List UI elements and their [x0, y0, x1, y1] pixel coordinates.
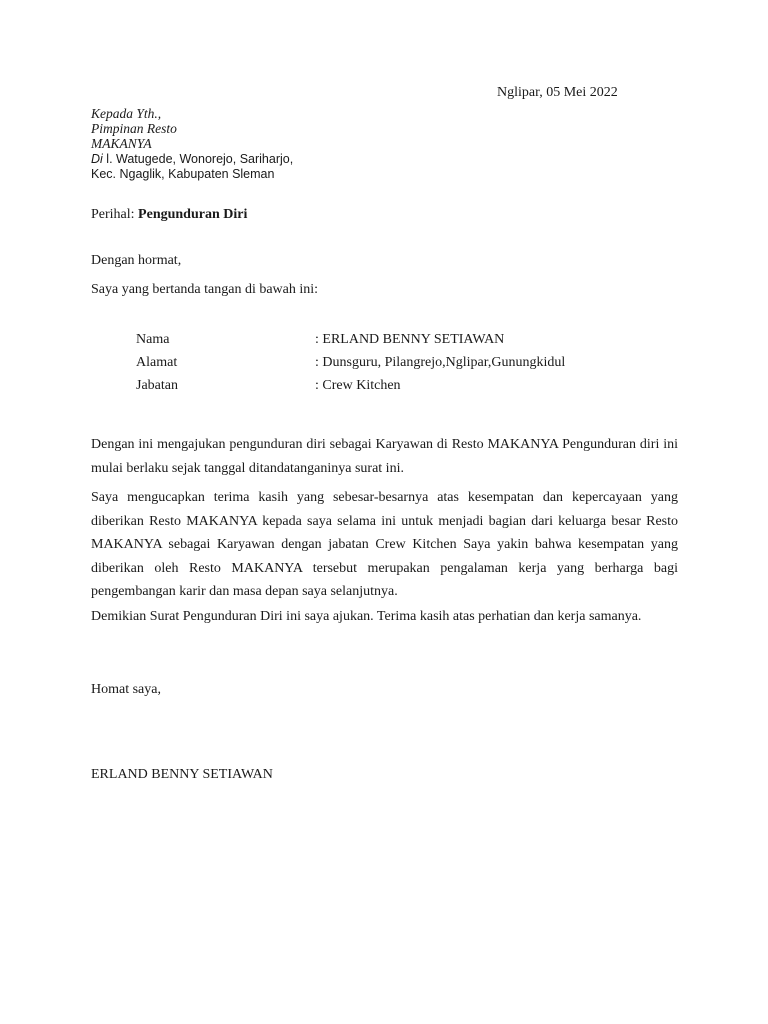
identity-value: : ERLAND BENNY SETIAWAN: [315, 332, 505, 347]
identity-value: : Crew Kitchen: [315, 378, 401, 393]
body-paragraph-3: Demikian Surat Pengunduran Diri ini saya ajukan. Terima kasih atas perhatian dan kerja samanya.: [91, 609, 642, 624]
recipient-street: l. Watugede, Wonorejo, Sariharjo,: [102, 152, 294, 166]
letter-date: Nglipar, 05 Mei 2022: [497, 85, 618, 100]
recipient-line-1: Kepada Yth.,: [91, 106, 162, 121]
identity-label: Jabatan: [136, 378, 178, 393]
recipient-line-4: [91, 151, 293, 167]
subject-label: Perihal:: [91, 207, 135, 222]
recipient-line-2: Pimpinan Resto: [91, 121, 177, 136]
recipient-line-3: MAKANYA: [91, 136, 152, 151]
recipient-line-5: Kec. Ngaglik, Kabupaten Sleman: [91, 167, 275, 181]
intro-sentence: Saya yang bertanda tangan di bawah ini:: [91, 282, 319, 297]
body-paragraph-2: Saya mengucapkan terima kasih yang sebesar-besarnya atas kesempatan dan kepercayaan yang diberikan Resto MAKANYA kepada saya selama ini untuk menjadi bagian dari keluarga besar Resto MAKANYA sebagai Karyawan dengan jabatan Crew Kitchen Saya yakin bahwa kesempatan yang diberikan oleh Resto MAKANYA tersebut merupakan pengalaman kerja yang berharga bagi pengembangan karir dan masa depan saya selanjutnya.: [91, 490, 678, 599]
identity-value: : Dunsguru, Pilangrejo,Nglipar,Gunungkidul: [315, 355, 566, 370]
subject-line: [91, 207, 247, 223]
recipient-block: [91, 106, 293, 182]
identity-label: Nama: [136, 332, 170, 347]
identity-label: Alamat: [136, 355, 178, 370]
body-paragraph-1: Dengan ini mengajukan pengunduran diri sebagai Karyawan di Resto MAKANYA Pengunduran diri ini mulai berlaku sejak tanggal ditandatanganinya surat ini.: [91, 437, 678, 476]
recipient-di-prefix: Di: [91, 152, 103, 166]
closing-salutation: Homat saya,: [91, 682, 161, 697]
subject-value: Pengunduran Diri: [138, 207, 248, 222]
greeting: Dengan hormat,: [91, 253, 182, 268]
signer-name: ERLAND BENNY SETIAWAN: [91, 767, 273, 782]
